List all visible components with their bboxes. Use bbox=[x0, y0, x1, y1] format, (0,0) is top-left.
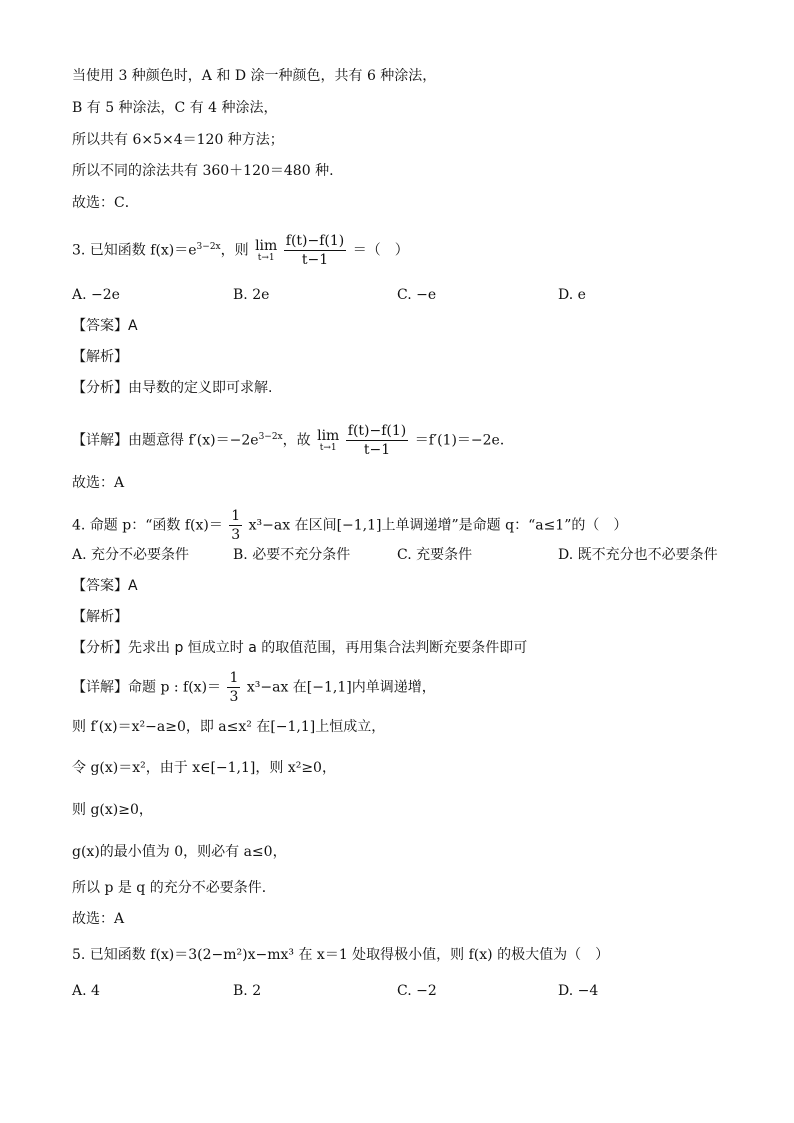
option-c: C. −e bbox=[397, 287, 437, 303]
detail-part: ，故 bbox=[282, 432, 311, 449]
fraction bbox=[346, 422, 408, 459]
text-line: g(x)的最小值为 0，则必有 a≤0， bbox=[72, 844, 287, 860]
limit-operator bbox=[317, 428, 339, 453]
detail-exponent: 3−2x bbox=[258, 431, 283, 442]
question-5-stem: 5. 已知函数 f(x)＝3(2−m²)x−mx³ 在 x＝1 处取得极小值，则 f(x) 的极大值为（ ） bbox=[72, 947, 610, 963]
fraction-denominator: t−1 bbox=[363, 442, 391, 458]
analysis-line: 【分析】先求出 p 恒成立时 a 的取值范围，再用集合法判断充要条件即可 bbox=[72, 640, 528, 656]
option-d: D. −4 bbox=[558, 983, 599, 999]
q3-stem-part: 3. 已知函数 f(x)＝e bbox=[72, 242, 197, 259]
text-line: 则 f′(x)＝x²−a≥0，即 a≤x² 在[−1,1]上恒成立， bbox=[72, 719, 386, 735]
conclusion-line: 故选：A bbox=[72, 475, 125, 491]
fraction-denominator: t−1 bbox=[301, 252, 329, 268]
q3-stem-part: ＝（ ） bbox=[352, 242, 409, 259]
limit-subscript: t→1 bbox=[257, 253, 275, 263]
option-b: B. 2e bbox=[233, 287, 270, 303]
fraction bbox=[227, 669, 240, 706]
answer-line: 【答案】A bbox=[72, 318, 138, 334]
fraction-numerator: f(t)−f(1) bbox=[347, 423, 407, 439]
detail-part: 【详解】命题 p : f(x)＝ bbox=[72, 679, 222, 696]
answer-line: 【答案】A bbox=[72, 578, 138, 594]
text-line: 令 g(x)＝x²，由于 x∈[−1,1]，则 x²≥0， bbox=[72, 760, 336, 776]
fraction-numerator: 1 bbox=[229, 670, 239, 686]
option-a: A. 4 bbox=[72, 983, 100, 999]
limit-subscript: t→1 bbox=[319, 443, 337, 453]
conclusion-line: 故选：C． bbox=[72, 195, 139, 211]
option-c: C. −2 bbox=[397, 983, 437, 999]
text-line: 所以不同的涂法共有 360＋120＝480 种. bbox=[72, 163, 334, 179]
fraction-numerator: 1 bbox=[231, 508, 241, 524]
text-line: 则 g(x)≥0， bbox=[72, 802, 153, 818]
q4-stem-part: x³−ax 在区间[−1,1]上单调递增”是命题 q：“a≤1”的（ ） bbox=[248, 517, 628, 534]
analysis-line: 【分析】由导数的定义即可求解. bbox=[72, 380, 273, 396]
question-3-stem bbox=[72, 232, 409, 269]
fraction-numerator: f(t)−f(1) bbox=[285, 233, 345, 249]
q3-stem-part: ，则 bbox=[220, 242, 249, 259]
detail-part: 【详解】由题意得 f′(x)＝−2e bbox=[72, 432, 259, 449]
q5-options bbox=[72, 981, 772, 1001]
detail-part: x³−ax 在[−1,1]内单调递增， bbox=[246, 679, 436, 696]
conclusion-line: 故选：A bbox=[72, 911, 125, 927]
text-line: 当使用 3 种颜色时，A 和 D 涂一种颜色，共有 6 种涂法， bbox=[72, 68, 437, 84]
text-line: B 有 5 种涂法，C 有 4 种涂法， bbox=[72, 100, 278, 116]
q4-options bbox=[72, 545, 772, 565]
option-b: B. 2 bbox=[233, 983, 262, 999]
question-4-stem bbox=[72, 507, 627, 544]
analysis-heading: 【解析】 bbox=[72, 349, 128, 365]
option-a: A. 充分不必要条件 bbox=[72, 547, 190, 563]
option-d: D. 既不充分也不必要条件 bbox=[558, 547, 718, 563]
fraction bbox=[284, 232, 346, 269]
option-c: C. 充要条件 bbox=[397, 547, 473, 563]
analysis-heading: 【解析】 bbox=[72, 609, 128, 625]
option-a: A. −2e bbox=[72, 287, 120, 303]
fraction bbox=[229, 507, 242, 544]
q3-exponent: 3−2x bbox=[196, 241, 221, 252]
option-d: D. e bbox=[558, 287, 586, 303]
detail-line bbox=[72, 422, 514, 459]
limit-word: lim bbox=[317, 428, 340, 444]
q3-options bbox=[72, 285, 772, 305]
text-line: 所以 p 是 q 的充分不必要条件． bbox=[72, 880, 276, 896]
fraction-denominator: 3 bbox=[229, 689, 239, 705]
detail-line bbox=[72, 669, 436, 706]
fraction-denominator: 3 bbox=[231, 527, 241, 543]
option-b: B. 必要不充分条件 bbox=[233, 547, 351, 563]
q4-stem-part: 4. 命题 p：“函数 f(x)＝ bbox=[72, 517, 223, 534]
limit-operator bbox=[255, 238, 277, 263]
limit-word: lim bbox=[255, 238, 278, 254]
text-line: 所以共有 6×5×4＝120 种方法； bbox=[72, 132, 284, 148]
detail-part: ＝f′(1)＝−2e． bbox=[414, 432, 514, 449]
